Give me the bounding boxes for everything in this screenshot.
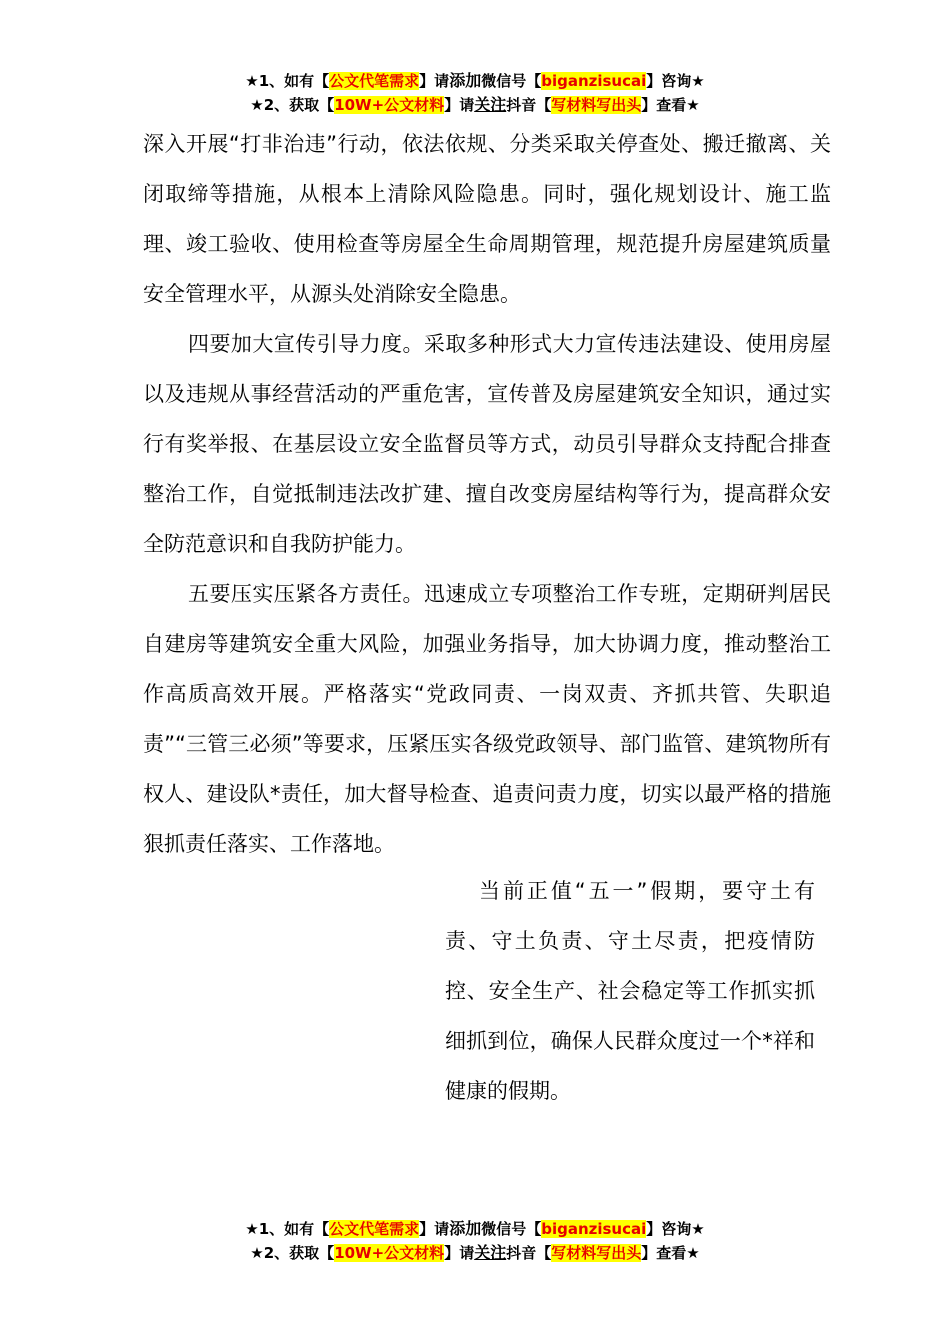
paragraph-five: 五要压实压紧各方责任。迅速成立专项整治工作专班，定期研判居民自建房等建筑安全重大风险，加强业务指导，加大协调力度，推动整治工作高质高效开展。严格落实“党政同责、一岗双责、齐抓共管、失职追责”“三管三必须”等要求，压紧压实各级党政领导、部门监管、建筑物所有权人、建设队*责任，加大督导检查、追责问责力度，切实以最严格的措施狠抓责任落实、工作落地。 xyxy=(143,582,831,856)
banner-line-2: ★2、获取【10W+公文材料】请关注抖音【写材料写出头】查看★ xyxy=(250,1243,700,1262)
banner-line-2: ★2、获取【10W+公文材料】请关注抖音【写材料写出头】查看★ xyxy=(250,95,700,114)
highlight-service: 公文代笔需求 xyxy=(329,1220,420,1238)
document-body xyxy=(143,119,831,869)
banner-line-1: ★1、如有【公文代笔需求】请添加微信号【biganzisucai】咨询★ xyxy=(245,1219,705,1238)
header-banner xyxy=(0,69,950,117)
highlight-materials: 10W+公文材料 xyxy=(334,96,445,114)
highlight-douyin-id: 写材料写出头 xyxy=(551,1244,642,1262)
highlight-douyin-id: 写材料写出头 xyxy=(551,96,642,114)
paragraph-four: 四要加大宣传引导力度。采取多种形式大力宣传违法建设、使用房屋以及违规从事经营活动的严重危害，宣传普及房屋建筑安全知识，通过实行有奖举报、在基层设立安全监督员等方式，动员引导群众支持配合排查整治工作，自觉抵制违法改扩建、擅自改变房屋结构等行为，提高群众安全防范意识和自我防护能力。 xyxy=(143,332,831,556)
banner-line-1: ★1、如有【公文代笔需求】请添加微信号【biganzisucai】咨询★ xyxy=(245,71,705,90)
closing-block xyxy=(445,866,815,1116)
footer-banner xyxy=(0,1217,950,1265)
highlight-wechat-id: biganzisucai xyxy=(541,72,647,90)
highlight-materials: 10W+公文材料 xyxy=(334,1244,445,1262)
highlight-service: 公文代笔需求 xyxy=(329,72,420,90)
paragraph-continuation: 深入开展“打非治违”行动，依法依规、分类采取关停查处、搬迁撤离、关闭取缔等措施，从根本上清除风险隐患。同时，强化规划设计、施工监理、竣工验收、使用检查等房屋全生命周期管理，规范提升房屋建筑质量安全管理水平，从源头处消除安全隐患。 xyxy=(143,132,831,306)
highlight-wechat-id: biganzisucai xyxy=(541,1220,647,1238)
closing-paragraph: 当前正值“五一”假期，要守土有责、守土负责、守土尽责，把疫情防控、安全生产、社会稳定等工作抓实抓细抓到位，确保人民群众度过一个*祥和健康的假期。 xyxy=(445,879,815,1103)
